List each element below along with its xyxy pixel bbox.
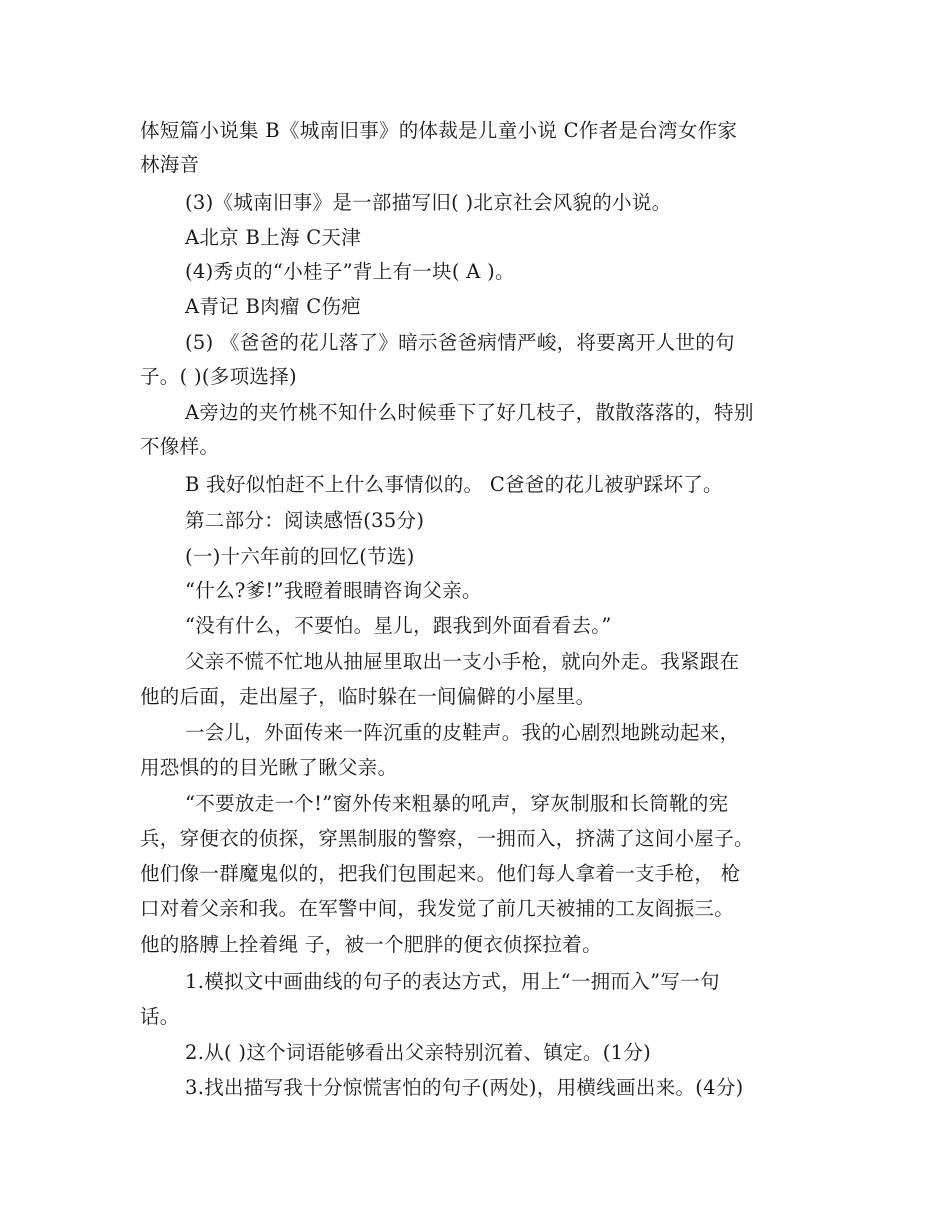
question-5: (5) 《爸爸的花儿落了》暗示爸爸病情严峻，将要离开人世的句 bbox=[185, 331, 735, 354]
text-line: 林海音 bbox=[140, 153, 200, 176]
question-5-continued: 子。( )(多项选择) bbox=[140, 365, 297, 388]
passage-paragraph-continued: 兵，穿便衣的侦探，穿黑制服的警察，一拥而入，挤满了这间小屋子。 bbox=[140, 827, 754, 850]
passage-paragraph: “什么?爹!”我瞪着眼睛咨询父亲。 bbox=[185, 579, 482, 602]
exercise-2: 2.从( )这个词语能够看出父亲特别沉着、镇定。(1分) bbox=[185, 1041, 652, 1064]
question-5-option-a: A旁边的夹竹桃不知什么时候垂下了好几枝子，散散落落的，特别 bbox=[185, 401, 754, 424]
passage-paragraph-continued: 他们像一群魔鬼似的，把我们包围起来。他们每人拿着一支手枪， 枪 bbox=[140, 862, 741, 885]
exercise-1-continued: 话。 bbox=[140, 1005, 180, 1028]
passage-paragraph: “没有什么，不要怕。星儿，跟我到外面看看去。” bbox=[185, 614, 612, 637]
question-5-options-bc: B 我好似怕赶不上什么事情似的。 C爸爸的花儿被驴踩坏了。 bbox=[185, 473, 723, 496]
question-3-options: A北京 B上海 C天津 bbox=[185, 226, 362, 249]
exercise-1: 1.模拟文中画曲线的句子的表达方式，用上“一拥而入”写一句 bbox=[185, 970, 720, 993]
section-heading: 第二部分：阅读感悟(35分) bbox=[185, 509, 425, 532]
passage-paragraph: 父亲不慌不忙地从抽屉里取出一支小手枪，就向外走。我紧跟在 bbox=[185, 650, 740, 673]
question-5-option-a-continued: 不像样。 bbox=[140, 435, 220, 458]
text-line: 体短篇小说集 B《城南旧事》的体裁是儿童小说 C作者是台湾女作家 bbox=[140, 119, 738, 142]
question-4: (4)秀贞的“小桂子”背上有一块( A )。 bbox=[185, 260, 515, 283]
passage-paragraph: 一会儿，外面传来一阵沉重的皮鞋声。我的心剧烈地跳动起来， bbox=[185, 721, 740, 744]
exercise-3: 3.找出描写我十分惊慌害怕的句子(两处)，用横线画出来。(4分) bbox=[185, 1076, 744, 1099]
passage-paragraph-continued: 用恐惧的的目光瞅了瞅父亲。 bbox=[140, 756, 398, 779]
question-3: (3)《城南旧事》是一部描写旧( )北京社会风貌的小说。 bbox=[185, 191, 672, 214]
question-4-options: A青记 B肉瘤 C伤疤 bbox=[185, 295, 362, 318]
passage-title: (一)十六年前的回忆(节选) bbox=[185, 545, 415, 568]
passage-paragraph-continued: 他的胳膊上拴着绳 子，被一个肥胖的便衣侦探拉着。 bbox=[140, 933, 602, 956]
passage-paragraph: “不要放走一个!”窗外传来粗暴的吼声，穿灰制服和长筒靴的宪 bbox=[185, 792, 729, 815]
passage-paragraph-continued: 口对着父亲和我。在军警中间，我发觉了前几天被捕的工友阎振三。 bbox=[140, 897, 735, 920]
passage-paragraph-continued: 他的后面，走出屋子，临时躲在一间偏僻的小屋里。 bbox=[140, 685, 596, 708]
